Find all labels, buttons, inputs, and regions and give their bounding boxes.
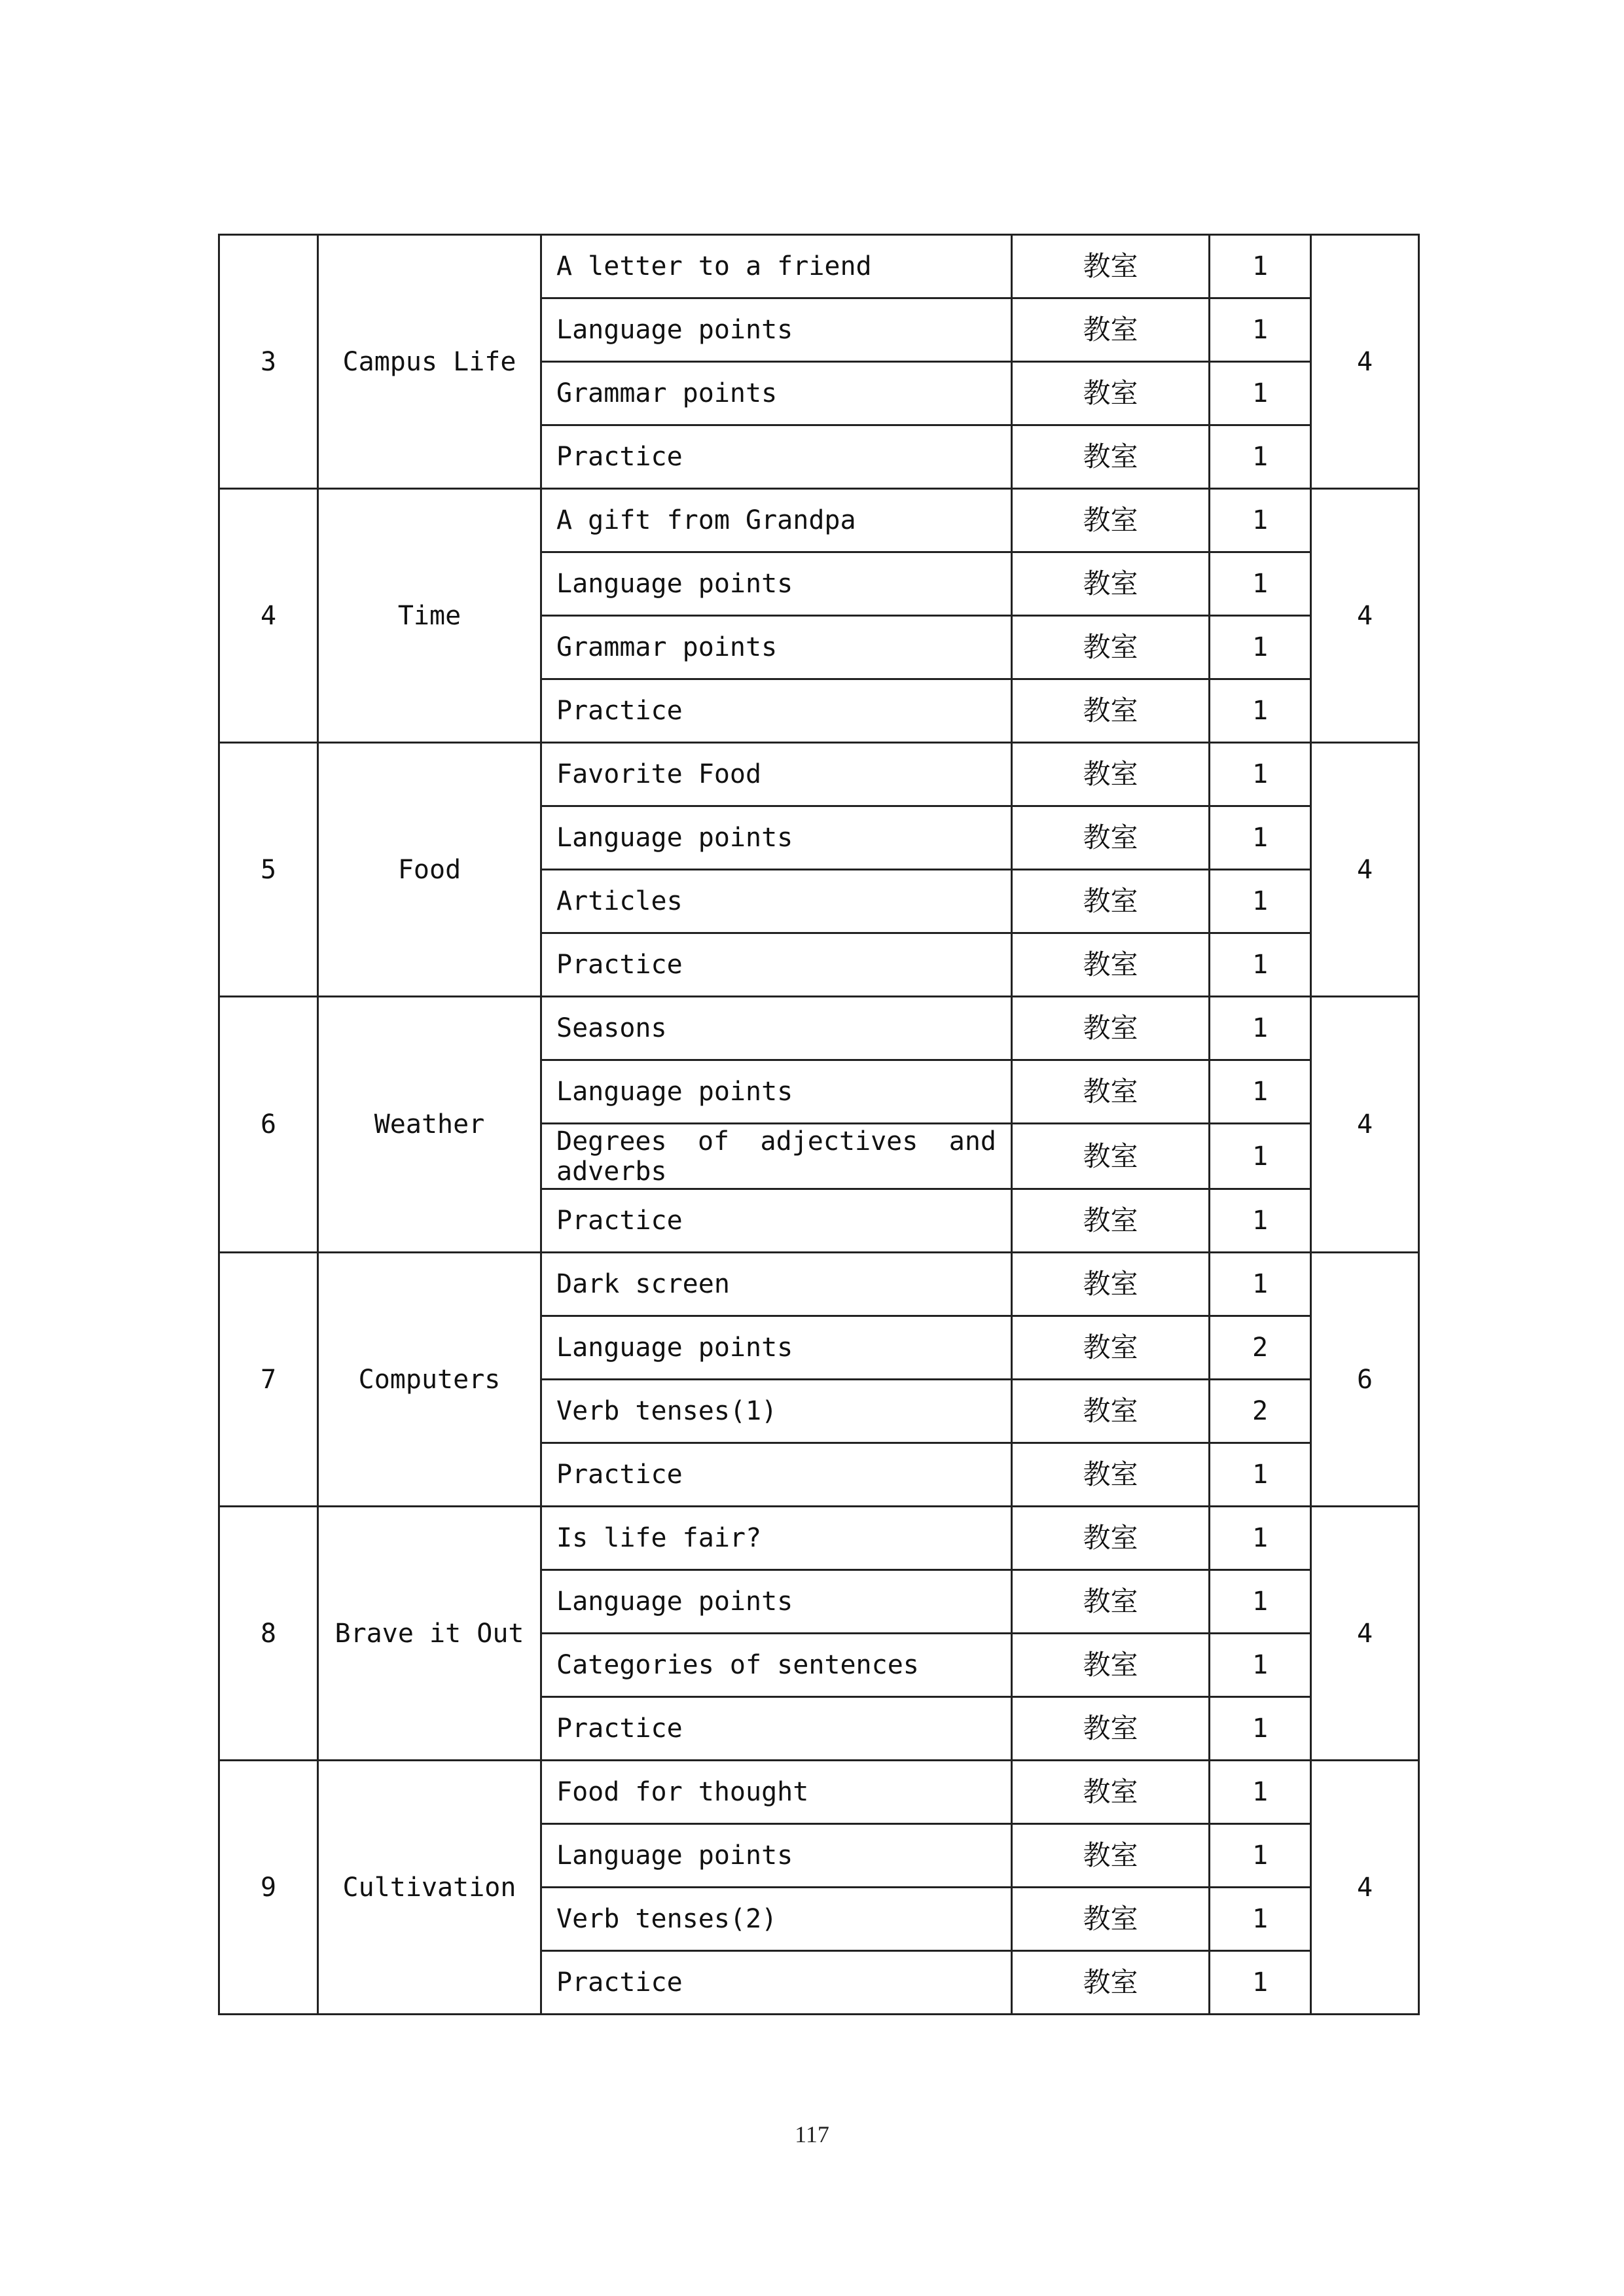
lesson-topic: Practice	[541, 1189, 1012, 1253]
unit-total-hours: 4	[1311, 1507, 1419, 1761]
lesson-topic: Language points	[541, 806, 1012, 870]
lesson-topic: Seasons	[541, 997, 1012, 1060]
lesson-venue: 教室	[1012, 1443, 1210, 1507]
lesson-hours: 1	[1210, 298, 1311, 362]
lesson-venue: 教室	[1012, 933, 1210, 997]
unit-total-hours: 4	[1311, 235, 1419, 489]
lesson-venue: 教室	[1012, 1888, 1210, 1951]
lesson-topic: Practice	[541, 425, 1012, 489]
lesson-topic: Language points	[541, 1824, 1012, 1888]
lesson-venue: 教室	[1012, 235, 1210, 298]
lesson-venue: 教室	[1012, 806, 1210, 870]
lesson-hours: 1	[1210, 679, 1311, 743]
unit-number: 6	[219, 997, 318, 1253]
lesson-hours: 2	[1210, 1380, 1311, 1443]
lesson-topic-text: Degrees of adjectives and adverbs	[556, 1126, 996, 1187]
lesson-topic: Categories of sentences	[541, 1634, 1012, 1697]
unit-number: 7	[219, 1253, 318, 1507]
unit-number: 5	[219, 743, 318, 997]
lesson-hours: 2	[1210, 1316, 1311, 1380]
lesson-venue: 教室	[1012, 1189, 1210, 1253]
lesson-topic	[541, 1124, 1012, 1189]
lesson-venue: 教室	[1012, 997, 1210, 1060]
lesson-hours: 1	[1210, 1761, 1311, 1824]
lesson-venue: 教室	[1012, 1124, 1210, 1189]
unit-title: Campus Life	[318, 235, 541, 489]
table-row	[219, 1507, 1419, 1570]
lesson-topic: Language points	[541, 1316, 1012, 1380]
lesson-venue: 教室	[1012, 1060, 1210, 1124]
lesson-hours: 1	[1210, 1124, 1311, 1189]
lesson-venue: 教室	[1012, 298, 1210, 362]
lesson-hours: 1	[1210, 1189, 1311, 1253]
table-row	[219, 235, 1419, 298]
lesson-hours: 1	[1210, 362, 1311, 425]
lesson-hours: 1	[1210, 870, 1311, 933]
lesson-hours: 1	[1210, 997, 1311, 1060]
lesson-topic: Favorite Food	[541, 743, 1012, 806]
lesson-topic: Language points	[541, 1570, 1012, 1634]
lesson-hours: 1	[1210, 1570, 1311, 1634]
unit-total-hours: 4	[1311, 1761, 1419, 2015]
table-row	[219, 743, 1419, 806]
lesson-topic: Is life fair?	[541, 1507, 1012, 1570]
lesson-topic: Practice	[541, 1951, 1012, 2015]
table-row	[219, 1761, 1419, 1824]
page-number: 117	[795, 2121, 829, 2147]
lesson-topic: A letter to a friend	[541, 235, 1012, 298]
unit-title: Time	[318, 489, 541, 743]
lesson-venue: 教室	[1012, 1507, 1210, 1570]
lesson-topic: Practice	[541, 933, 1012, 997]
lesson-venue: 教室	[1012, 1380, 1210, 1443]
unit-title: Brave it Out	[318, 1507, 541, 1761]
unit-title: Computers	[318, 1253, 541, 1507]
lesson-topic: Language points	[541, 298, 1012, 362]
lesson-hours: 1	[1210, 489, 1311, 552]
lesson-hours: 1	[1210, 933, 1311, 997]
lesson-hours: 1	[1210, 1697, 1311, 1761]
lesson-hours: 1	[1210, 1634, 1311, 1697]
lesson-venue: 教室	[1012, 870, 1210, 933]
table-row	[219, 489, 1419, 552]
lesson-hours: 1	[1210, 1253, 1311, 1316]
lesson-venue: 教室	[1012, 1824, 1210, 1888]
lesson-venue: 教室	[1012, 1634, 1210, 1697]
unit-total-hours: 6	[1311, 1253, 1419, 1507]
unit-number: 4	[219, 489, 318, 743]
lesson-venue: 教室	[1012, 362, 1210, 425]
table-row	[219, 997, 1419, 1060]
lesson-venue: 教室	[1012, 1253, 1210, 1316]
unit-number: 3	[219, 235, 318, 489]
lesson-topic: Verb tenses(2)	[541, 1888, 1012, 1951]
unit-title: Food	[318, 743, 541, 997]
lesson-topic: Grammar points	[541, 616, 1012, 679]
lesson-topic: Dark screen	[541, 1253, 1012, 1316]
lesson-hours: 1	[1210, 616, 1311, 679]
lesson-topic: Language points	[541, 1060, 1012, 1124]
lesson-topic: A gift from Grandpa	[541, 489, 1012, 552]
lesson-hours: 1	[1210, 235, 1311, 298]
lesson-hours: 1	[1210, 1824, 1311, 1888]
unit-total-hours: 4	[1311, 489, 1419, 743]
lesson-hours: 1	[1210, 425, 1311, 489]
lesson-topic: Articles	[541, 870, 1012, 933]
unit-title: Weather	[318, 997, 541, 1253]
unit-total-hours: 4	[1311, 743, 1419, 997]
lesson-topic: Practice	[541, 1697, 1012, 1761]
lesson-hours: 1	[1210, 1443, 1311, 1507]
lesson-hours: 1	[1210, 743, 1311, 806]
lesson-topic: Practice	[541, 1443, 1012, 1507]
lesson-venue: 教室	[1012, 616, 1210, 679]
unit-number: 8	[219, 1507, 318, 1761]
lesson-venue: 教室	[1012, 489, 1210, 552]
lesson-topic: Verb tenses(1)	[541, 1380, 1012, 1443]
lesson-topic: Food for thought	[541, 1761, 1012, 1824]
unit-number: 9	[219, 1761, 318, 2015]
lesson-venue: 教室	[1012, 743, 1210, 806]
lesson-topic: Language points	[541, 552, 1012, 616]
lesson-venue: 教室	[1012, 1951, 1210, 2015]
lesson-topic: Practice	[541, 679, 1012, 743]
lesson-venue: 教室	[1012, 425, 1210, 489]
lesson-venue: 教室	[1012, 1316, 1210, 1380]
lesson-venue: 教室	[1012, 1570, 1210, 1634]
lesson-hours: 1	[1210, 806, 1311, 870]
lesson-venue: 教室	[1012, 552, 1210, 616]
lesson-venue: 教室	[1012, 1761, 1210, 1824]
lesson-hours: 1	[1210, 1060, 1311, 1124]
schedule-body	[219, 235, 1419, 2015]
lesson-hours: 1	[1210, 1951, 1311, 2015]
unit-total-hours: 4	[1311, 997, 1419, 1253]
lesson-hours: 1	[1210, 552, 1311, 616]
table-row	[219, 1253, 1419, 1316]
lesson-venue: 教室	[1012, 679, 1210, 743]
lesson-topic: Grammar points	[541, 362, 1012, 425]
lesson-hours: 1	[1210, 1507, 1311, 1570]
unit-title: Cultivation	[318, 1761, 541, 2015]
lesson-hours: 1	[1210, 1888, 1311, 1951]
lesson-venue: 教室	[1012, 1697, 1210, 1761]
course-schedule-table	[218, 234, 1420, 2015]
